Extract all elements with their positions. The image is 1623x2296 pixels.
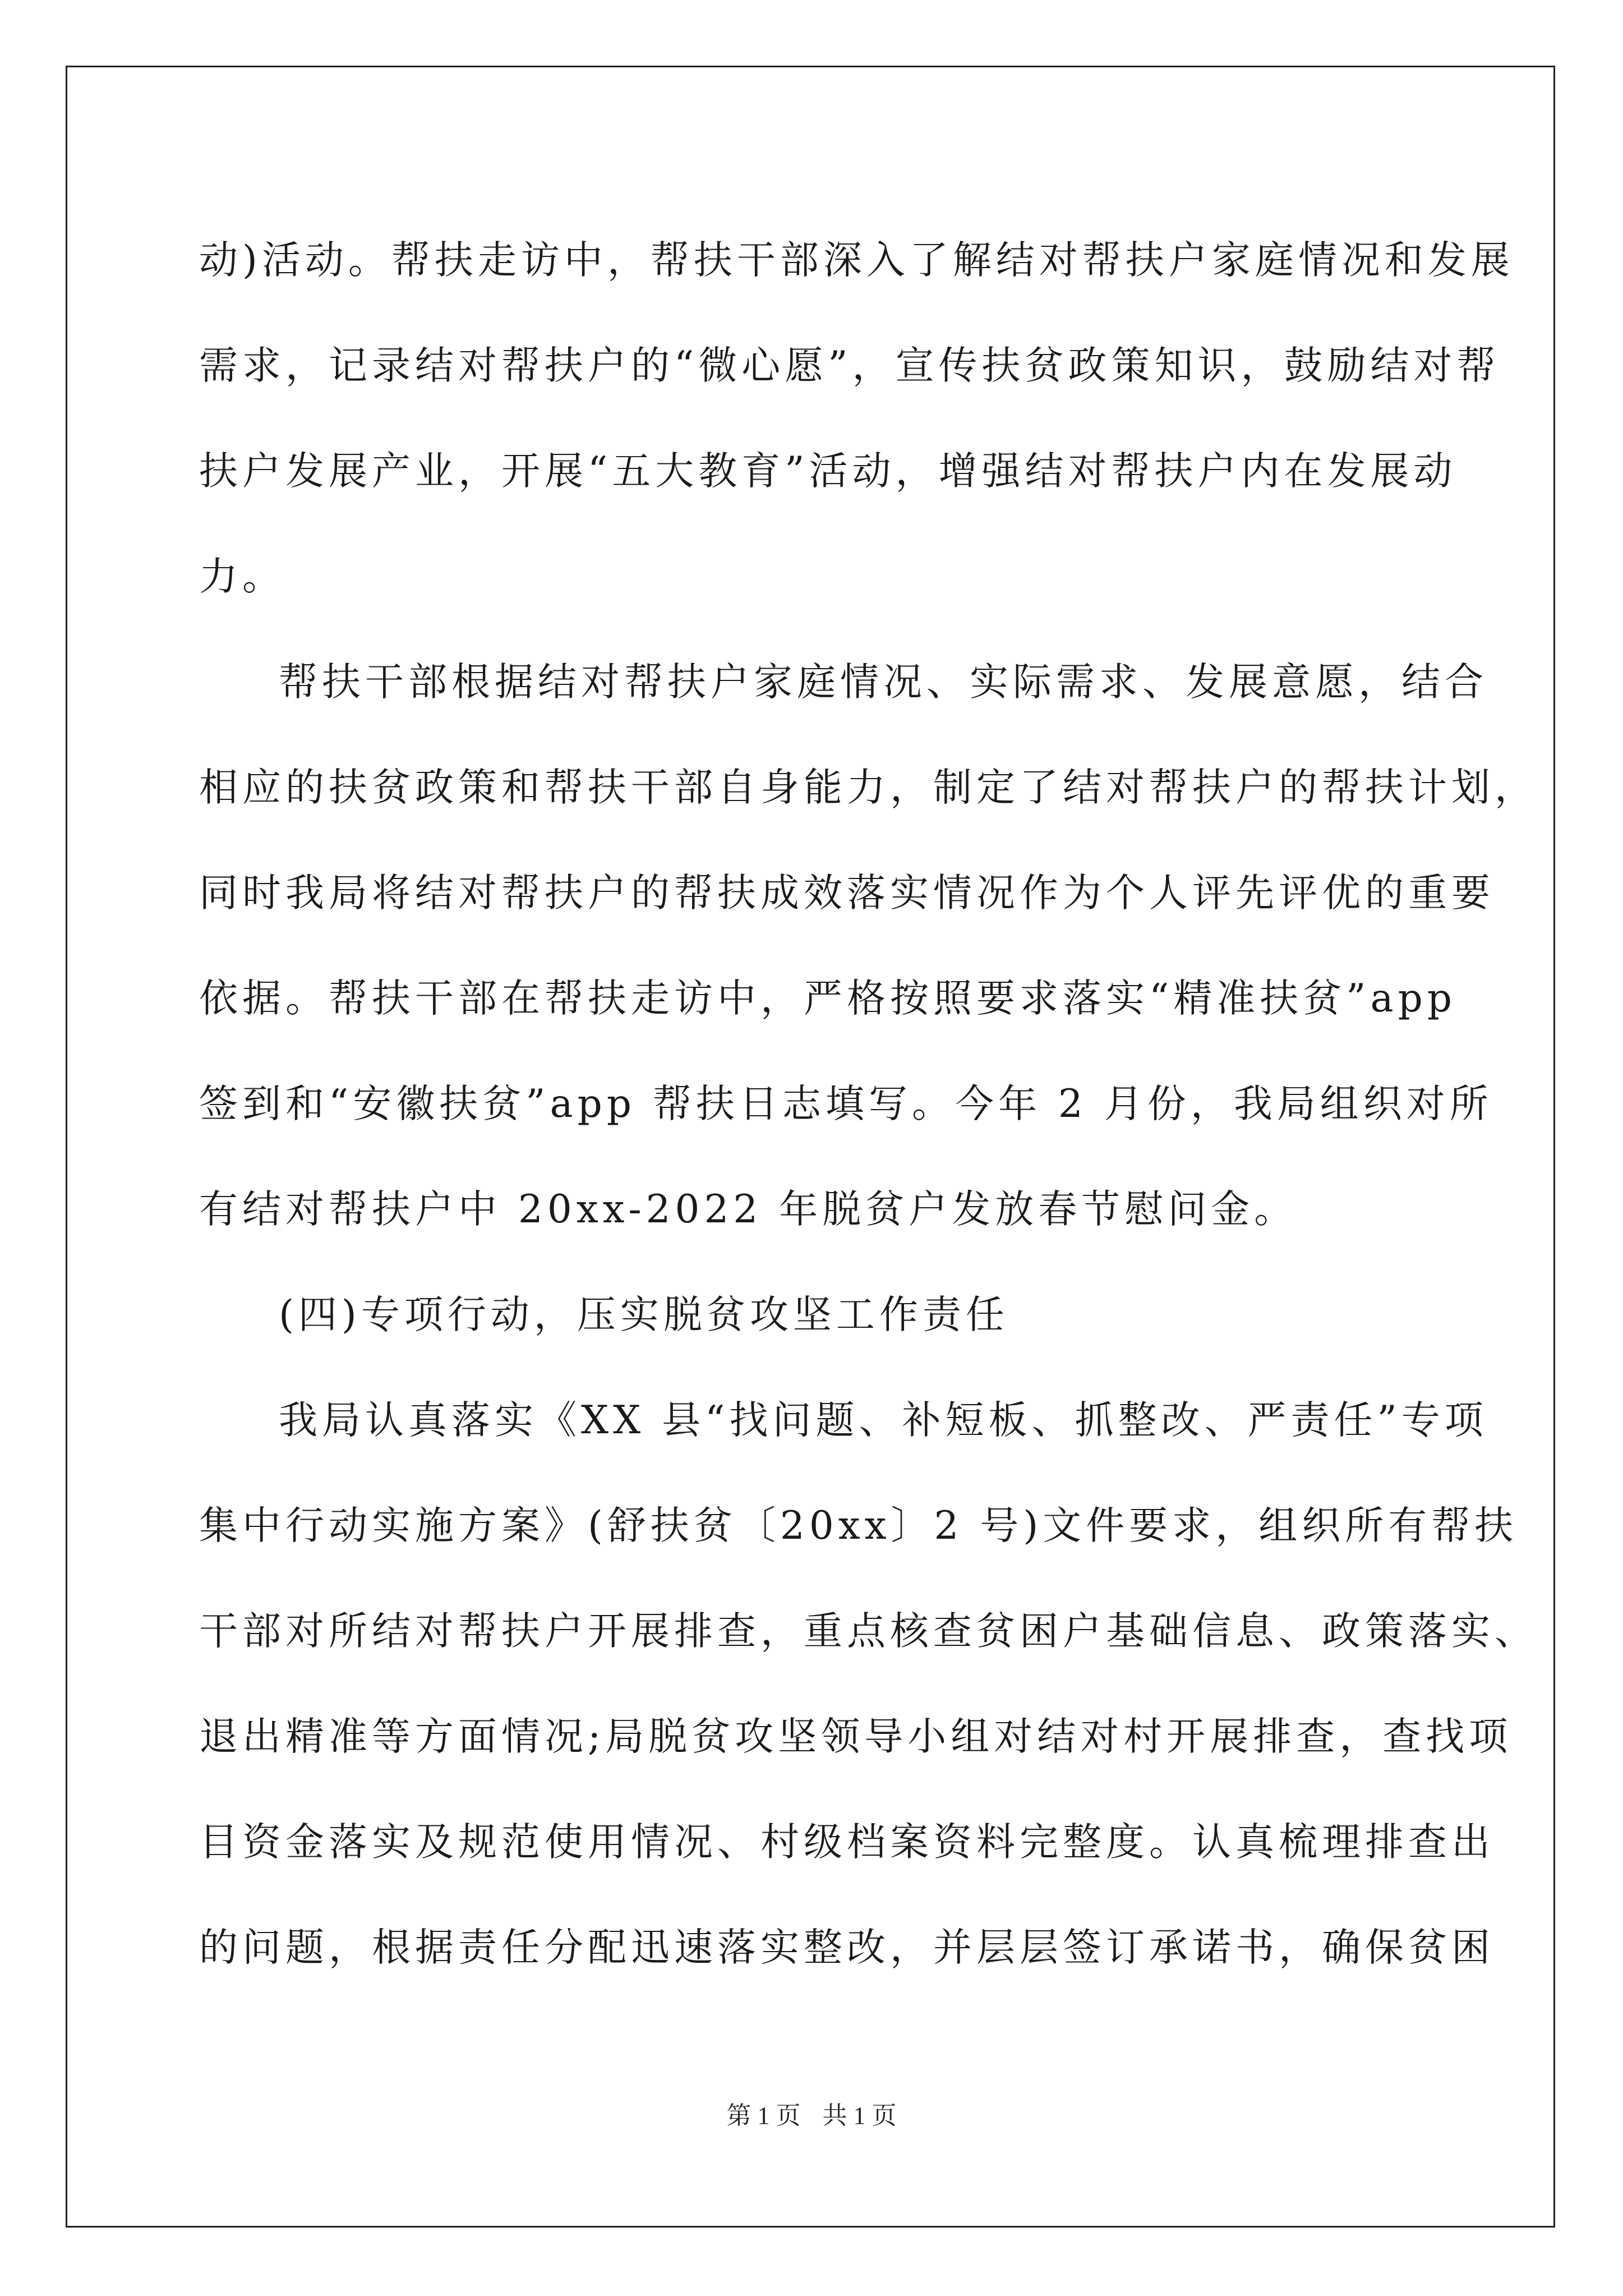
page-footer [0,2095,1623,2131]
page-number: 第 1 页 [726,2102,801,2129]
text-line: 的问题，根据责任分配迅速落实整改，并层层签订承诺书，确保贫困 [199,1925,1495,1970]
text-line: 需求，记录结对帮扶户的“微心愿”，宣传扶贫政策知识，鼓励结对帮 [199,343,1500,388]
text-line: 有结对帮扶户中 20xx-2022 年脱贫户发放春节慰问金。 [199,1187,1298,1232]
text-line: 相应的扶贫政策和帮扶干部自身能力，制定了结对帮扶户的帮扶计划， [199,765,1538,810]
text-line: 集中行动实施方案》(舒扶贫〔20xx〕2 号)文件要求，组织所有帮扶 [199,1503,1518,1548]
text-line: 干部对所结对帮扶户开展排查，重点核查贫困户基础信息、政策落实、 [199,1609,1538,1654]
section-heading: (四)专项行动，压实脱贫攻坚工作责任 [279,1292,1009,1337]
document-body [199,208,1538,2000]
text-line: 目资金落实及规范使用情况、村级档案资料完整度。认真梳理排查出 [199,1820,1495,1865]
text-line: 退出精准等方面情况;局脱贫攻坚领导小组对结对村开展排查，查找项 [199,1714,1513,1759]
text-line-paragraph-start: 帮扶干部根据结对帮扶户家庭情况、实际需求、发展意愿，结合 [279,660,1488,705]
text-line: 签到和“安徽扶贫”app 帮扶日志填写。今年 2 月份，我局组织对所 [199,1082,1493,1126]
text-line: 同时我局将结对帮扶户的帮扶成效落实情况作为个人评先评优的重要 [199,871,1495,915]
text-line-paragraph-start: 我局认真落实《XX 县“找问题、补短板、抓整改、严责任”专项 [279,1398,1488,1443]
page-total: 共 1 页 [822,2102,897,2129]
text-line: 动)活动。帮扶走访中，帮扶干部深入了解结对帮扶户家庭情况和发展 [199,238,1514,283]
text-line: 依据。帮扶干部在帮扶走访中，严格按照要求落实“精准扶贫”app [199,976,1457,1021]
text-line: 力。 [199,554,285,599]
text-line: 扶户发展产业，开展“五大教育”活动，增强结对帮扶户内在发展动 [199,449,1457,494]
